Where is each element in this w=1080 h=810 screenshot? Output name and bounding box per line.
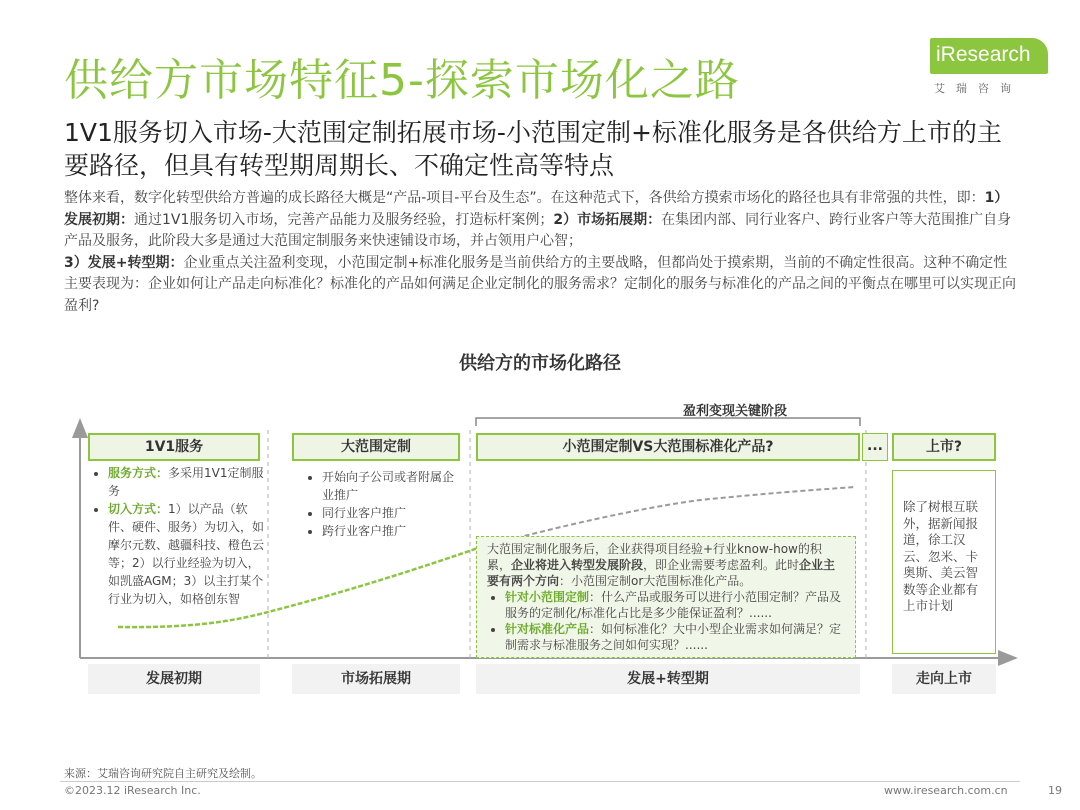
desc-intro: 整体来看，数字化转型供给方普遍的成长路径大概是“产品-项目-平台及生态”。在这种范式下，各供给方摸索市场化的路径也具有非常强的共性，即： (64, 190, 985, 206)
desc-stage1-key: 1）发展初期： (64, 190, 1009, 228)
entry-mode-value: 1）以产品（软件、硬件、服务）为切入，如摩尔元数、越疆科技、橙色云等；2）以行业经验为切入，如凯盛AGM；3）以主打某个行业为切入，如格创东智 (108, 502, 265, 606)
axis-label-early: 发展初期 (88, 664, 260, 694)
small-custom-key: 针对小范围定制 (505, 590, 590, 604)
list-item: • 开始向子公司或者附属企业推广 (322, 468, 456, 504)
col-large-custom-details (306, 468, 456, 540)
stage-1v1-box: 1V1服务 (88, 433, 260, 461)
stage-large-custom-box: 大范围定制 (292, 433, 460, 461)
desc-stage1-text: 通过1V1服务切入市场，完善产品能力及服务经验，打造标杆案例； (134, 211, 554, 228)
axis-label-ipo: 走向上市 (892, 664, 996, 694)
ipo-plan-box: 除了树根互联外，据新闻报道，徐工汉云、忽米、卡奥斯、美云智数等企业都有上市计划 (892, 470, 996, 654)
list-item: • 跨行业客户推广 (322, 522, 456, 540)
axis-label-transformation: 发展+转型期 (476, 664, 860, 694)
desc-stage2-key: 2）市场拓展期： (553, 211, 662, 228)
stage-ipo-box: 上市? (892, 433, 996, 461)
source-note: 来源：艾瑞咨询研究院自主研究及绘制。 (64, 767, 262, 780)
callout-text: 大范围定制化服务后，企业获得项目经验+行业know-how的积累， (487, 542, 822, 572)
logo-text: iResearch (936, 43, 1031, 66)
subtitle: 1V1服务切入市场-大范围定制拓展市场-小范围定制+标准化服务是各供给方上市的主要路径，但具有转型期周期长、不确定性高等特点 (64, 118, 1002, 180)
desc-stage2-text: 在集团内部、同行业客户、跨行业客户等大范围推广自身产品及服务，此阶段大多是通过大范围定制服务来快速铺设市场，并占领用户心智； (64, 211, 1012, 249)
transition-callout (476, 536, 856, 658)
callout-text: ，即企业需要考虑盈利。此时 (643, 558, 800, 572)
desc-stage3-text: 企业重点关注盈利变现，小范围定制+标准化服务是当前供给方的主要战略，但都尚处于摸索期，当前的不确定性很高。这种不确定性主要表现为：企业如何让产品走向标准化？标准化的产品如何满足企业定制化的服务需求？定制化的服务与标准化的产品之间的平衡点在哪里可以实现正向盈利? (64, 254, 1016, 314)
small-custom-value: ：什么产品或服务可以进行小范围定制？产品及服务的定制化/标准化占比是多少能保证盈利？...... (505, 590, 842, 620)
entry-mode-key: 切入方式： (108, 502, 169, 516)
callout-bold: 企业主要有两个方向 (487, 558, 836, 588)
website-url: www.iresearch.com.cn (884, 784, 1008, 797)
page-number: 19 (1048, 784, 1062, 797)
callout-intro (487, 541, 845, 589)
service-mode-key: 服务方式： (108, 466, 169, 480)
diagram-title: 供给方的市场化路径 (459, 353, 621, 374)
logo-subtitle: 艾瑞咨询 (934, 82, 1022, 95)
list-item: • 同行业客户推广 (322, 504, 456, 522)
stage-small-vs-standard-box: 小范围定制VS大范围标准化产品? (476, 433, 860, 461)
profit-stage-label: 盈利变现关键阶段 (682, 404, 787, 419)
stage-ellipsis-box: ... (862, 433, 888, 461)
profit-bracket (476, 418, 860, 426)
list-item (505, 621, 845, 653)
list-item (108, 464, 264, 500)
footer-divider (60, 781, 1020, 782)
copyright: ©2023.12 iResearch Inc. (64, 784, 201, 797)
page-title: 供给方市场特征5-探索市场化之路 (64, 55, 740, 106)
list-item (108, 500, 264, 608)
axis-label-expansion: 市场拓展期 (292, 664, 460, 694)
standard-product-value: ：如何标准化？大中小型企业需求如何满足？定制需求与标准服务之间如何实现？...... (505, 622, 842, 652)
callout-text: ：小范围定制or大范围标准化产品。 (559, 574, 752, 588)
col-1v1-details (92, 464, 264, 608)
list-item (505, 589, 845, 621)
desc-stage3-key: 3）发展+转型期： (64, 254, 184, 271)
standard-product-key: 针对标准化产品 (505, 622, 590, 636)
service-mode-value: 多采用1V1定制服务 (108, 466, 264, 498)
callout-bold: 企业将进入转型发展阶段 (511, 558, 644, 572)
